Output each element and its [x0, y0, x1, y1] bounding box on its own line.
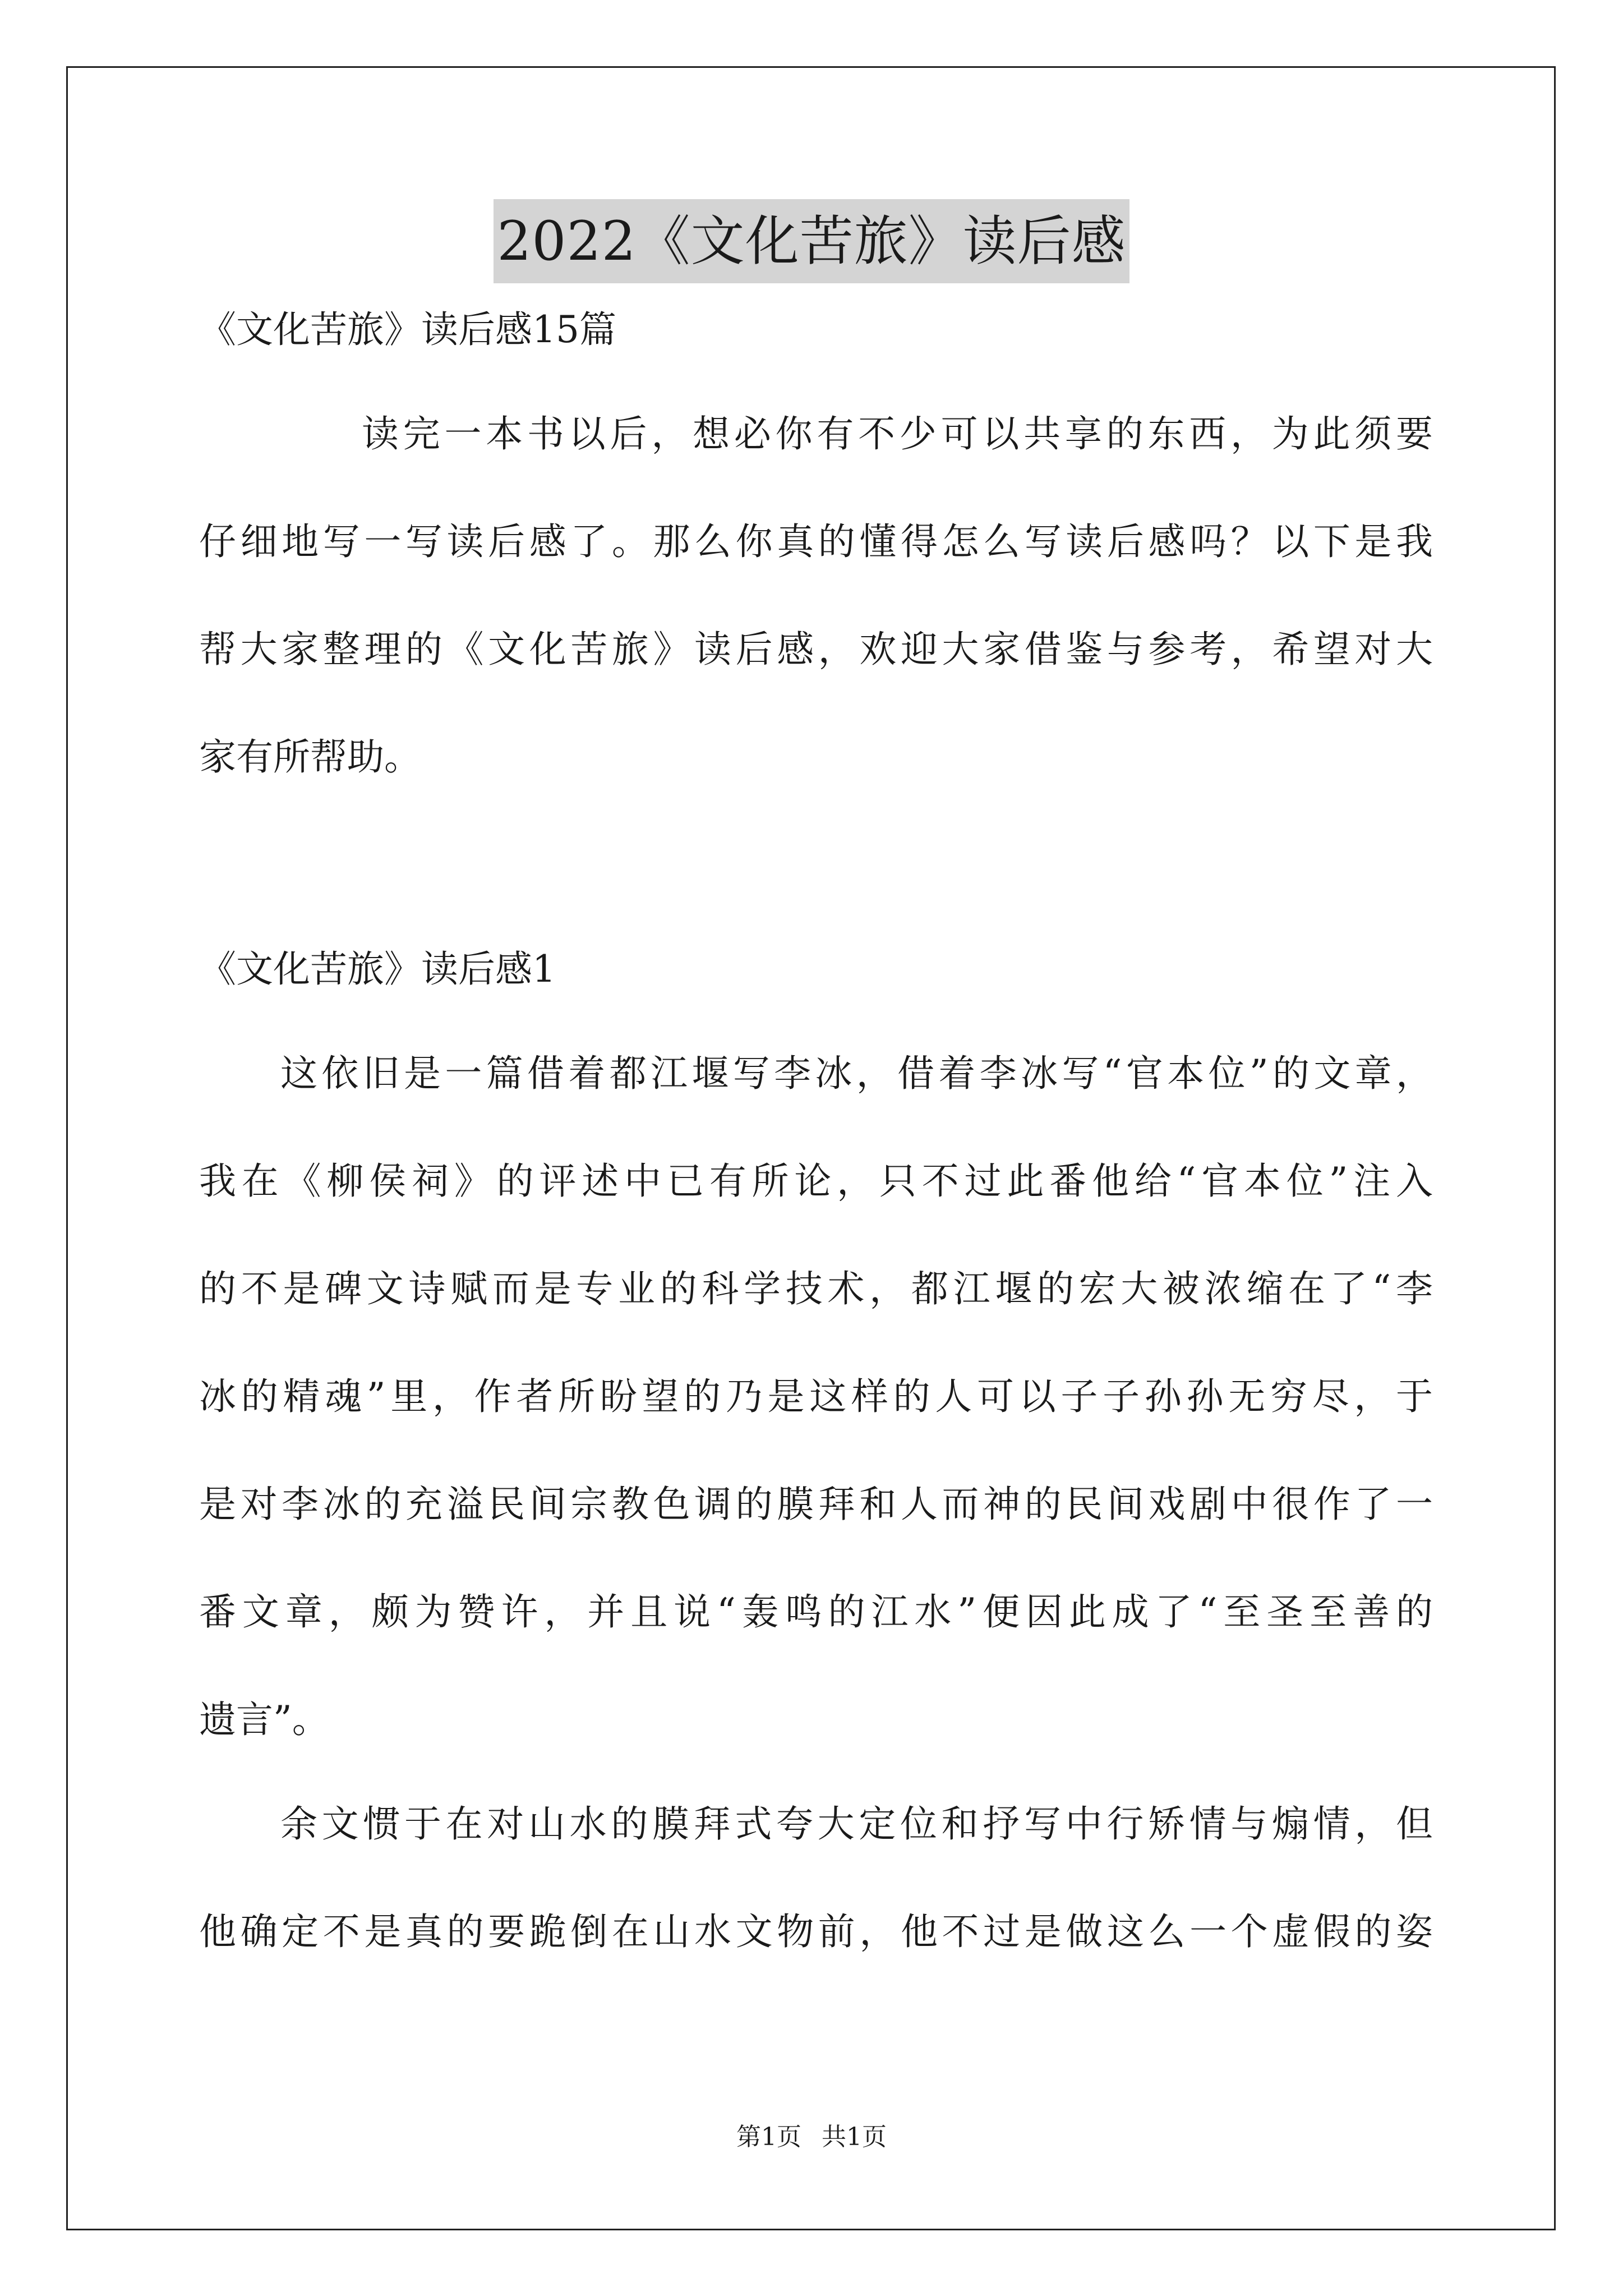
paragraph-line: 他确定不是真的要跪倒在山水文物前，他不过是做这么一个虚假的姿	[199, 1910, 1433, 1953]
paragraph-2	[199, 1797, 1433, 1959]
paragraph-1	[199, 1047, 1433, 1747]
page-footer	[0, 2120, 1623, 2154]
intro-line: 家有所帮助。	[199, 735, 421, 779]
document-title: 2022《文化苦旅》读后感	[494, 199, 1129, 283]
intro-line: 读完一本书以后，想必你有不少可以共享的东西，为此须要	[362, 412, 1433, 455]
paragraph-line: 我在《柳侯祠》的评述中已有所论，只不过此番他给“官本位”注入	[199, 1159, 1433, 1203]
subtitle: 《文化苦旅》读后感15篇	[199, 308, 616, 351]
paragraph-line: 这依旧是一篇借着都江堰写李冰，借着李冰写“官本位”的文章，	[280, 1052, 1433, 1095]
paragraph-line: 是对李冰的充溢民间宗教色调的膜拜和人而神的民间戏剧中很作了一	[199, 1483, 1433, 1526]
paragraph-line: 的不是碑文诗赋而是专业的科学技术，都江堰的宏大被浓缩在了“李	[199, 1267, 1433, 1310]
page-total: 共1页	[822, 2123, 887, 2151]
page-number: 第1页	[736, 2123, 801, 2151]
title-wrapper	[0, 199, 1623, 283]
intro-line: 仔细地写一写读后感了。那么你真的懂得怎么写读后感吗？以下是我	[199, 520, 1433, 563]
paragraph-line: 余文惯于在对山水的膜拜式夸大定位和抒写中行矫情与煽情，但	[280, 1802, 1433, 1846]
paragraph-line: 冰的精魂”里，作者所盼望的乃是这样的人可以子子孙孙无穷尽，于	[199, 1375, 1433, 1418]
document-body	[199, 303, 1433, 1959]
intro-paragraph	[199, 407, 1433, 784]
intro-line: 帮大家整理的《文化苦旅》读后感，欢迎大家借鉴与参考，希望对大	[199, 628, 1433, 671]
section-heading: 《文化苦旅》读后感1	[199, 947, 556, 991]
paragraph-line: 番文章，颇为赞许，并且说“轰鸣的江水”便因此成了“至圣至善的	[199, 1590, 1433, 1634]
paragraph-line: 遗言”。	[199, 1698, 329, 1741]
